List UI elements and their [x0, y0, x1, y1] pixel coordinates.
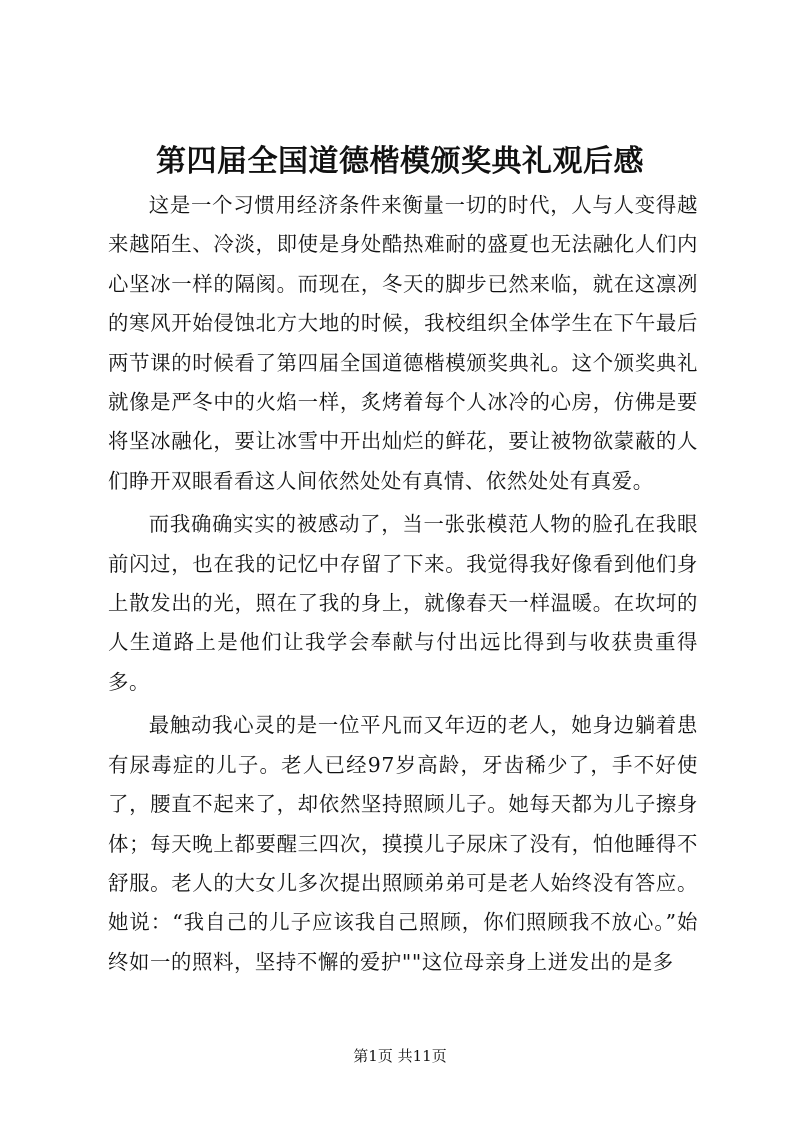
paragraph-2: 而我确确实实的被感动了，当一张张模范人物的脸孔在我眼前闪过，也在我的记忆中存留了下来。我觉得我好像看到他们身上散发出的光，照在了我的身上，就像春天一样温暖。在坎坷的人生道路上是他们让我学会奉献与付出远比得到与收获贵重得多。 — [108, 512, 698, 694]
page-number-footer: 第1页 共11页 — [353, 1047, 447, 1065]
paragraph-1: 这是一个习惯用经济条件来衡量一切的时代，人与人变得越来越陌生、冷淡，即使是身处酷热难耐的盛夏也无法融化人们内心坚冰一样的隔阂。而现在，冬天的脚步已然来临，就在这凛冽的寒风开始侵蚀北方大地的时候，我校组织全体学生在下午最后两节课的时候看了第四届全国道德楷模颁奖典礼。这个颁奖典礼就像是严冬中的火焰一样，炙烤着每个人冰冷的心房，仿佛是要将坚冰融化，要让冰雪中开出灿烂的鲜花，要让被物欲蒙蔽的人们睁开双眼看看这人间依然处处有真情、依然处处有真爱。 — [108, 193, 698, 493]
document-body — [108, 186, 698, 982]
paragraph-3: 最触动我心灵的是一位平凡而又年迈的老人，她身边躺着患有尿毒症的儿子。老人已经97岁高龄，牙齿稀少了，手不好使了，腰直不起来了，却依然坚持照顾儿子。她每天都为儿子擦身体；每天晚上都要醒三四次，摸摸儿子尿床了没有，怕他睡得不舒服。老人的大女儿多次提出照顾弟弟可是老人始终没有答应。她说：“我自己的儿子应该我自己照顾，你们照顾我不放心。”始终如一的照料，坚持不懈的爱护""这位母亲身上迸发出的是多 — [108, 713, 698, 974]
page-title: 第四届全国道德楷模颁奖典礼观后感 — [156, 144, 644, 179]
